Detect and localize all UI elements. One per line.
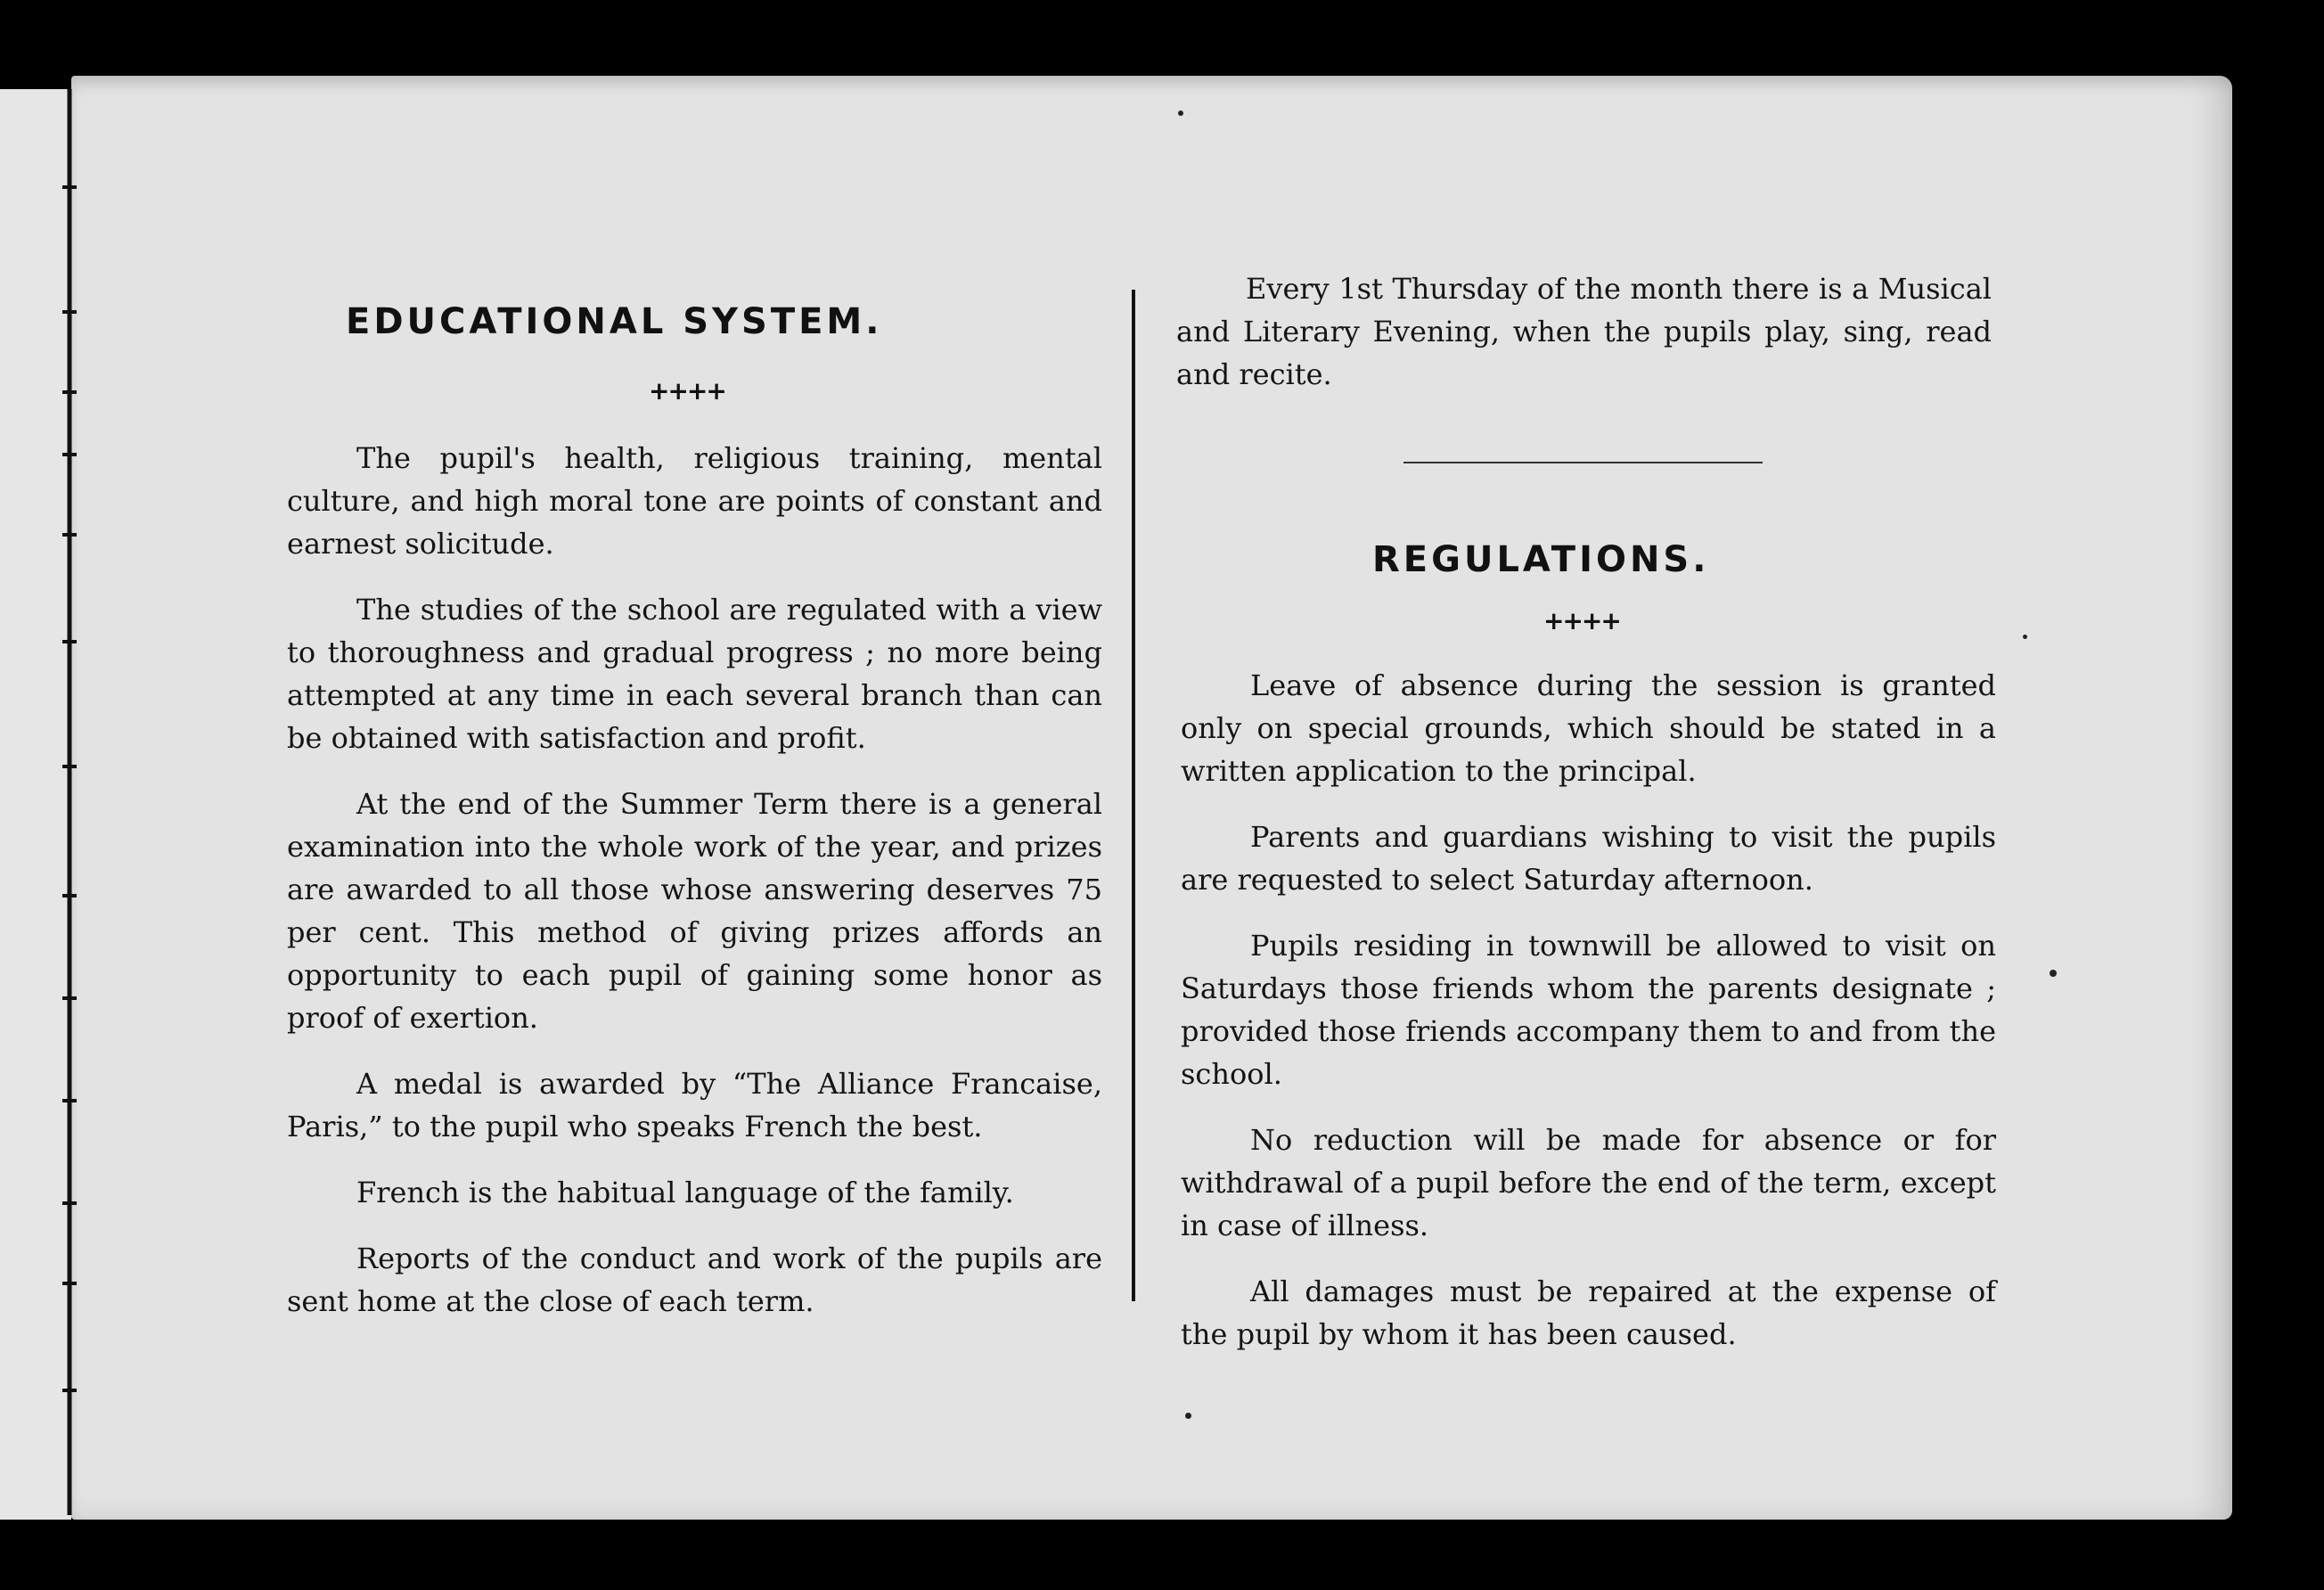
- right-ornament: ++++: [1543, 606, 1620, 635]
- section-rule: [1403, 462, 1763, 463]
- paragraph-examination: At the end of the Summer Term there is a general examination into the whole work of the year, and prizes are awarded to all those whose answering deserves 75 per cent. This method of giving prizes affords an opportunity to each pupil of gaining some honor as proof of exertion.: [287, 787, 1102, 1035]
- paragraph-medal: A medal is awarded by “The Alliance Francaise, Paris,” to the pupil who speaks French the best.: [287, 1067, 1102, 1143]
- dust-speck: [1185, 1413, 1191, 1419]
- dust-speck: [2050, 970, 2057, 977]
- educational-system-text: [287, 437, 1102, 1346]
- stitched-binding: [61, 89, 78, 1515]
- dust-speck: [2023, 635, 2027, 639]
- regulations-heading: REGULATIONS.: [1372, 539, 1710, 580]
- paragraph-studies: The studies of the school are regulated with a view to thoroughness and gradual progress ; no more being attempted at any time in each several branch than can be obtained with satisfaction and profit.: [287, 593, 1102, 755]
- paragraph-town-pupils: Pupils residing in townwill be allowed to visit on Saturdays those friends whom the parents designate ; provided those friends accompany them to and from the school.: [1181, 929, 1996, 1091]
- paragraph-visits: Parents and guardians wishing to visit the pupils are requested to select Saturday afternoon.: [1181, 820, 1996, 897]
- regulations-text: [1181, 664, 1996, 1379]
- paragraph-musical-evening: Every 1st Thursday of the month there is a Musical and Literary Evening, when the pupils play, sing, read and recite.: [1176, 272, 1992, 391]
- paragraph-health: The pupil's health, religious training, mental culture, and high moral tone are points of constant and earnest solicitude.: [287, 441, 1102, 561]
- musical-evening-text: [1176, 267, 1992, 419]
- paragraph-language: French is the habitual language of the family.: [356, 1176, 1014, 1209]
- left-ornament: ++++: [649, 376, 725, 406]
- paragraph-reduction: No reduction will be made for absence or for withdrawal of a pupil before the end of the term, except in case of illness.: [1181, 1123, 1996, 1242]
- paragraph-reports: Reports of the conduct and work of the pupils are sent home at the close of each term.: [287, 1242, 1102, 1318]
- dust-speck: [1178, 111, 1183, 116]
- paragraph-leave: Leave of absence during the session is granted only on special grounds, which should be stated in a written application to the principal.: [1181, 668, 1996, 788]
- paragraph-damages: All damages must be repaired at the expense of the pupil by whom it has been caused.: [1181, 1274, 1996, 1351]
- column-divider: [1132, 290, 1135, 1301]
- educational-system-heading: EDUCATIONAL SYSTEM.: [346, 301, 883, 342]
